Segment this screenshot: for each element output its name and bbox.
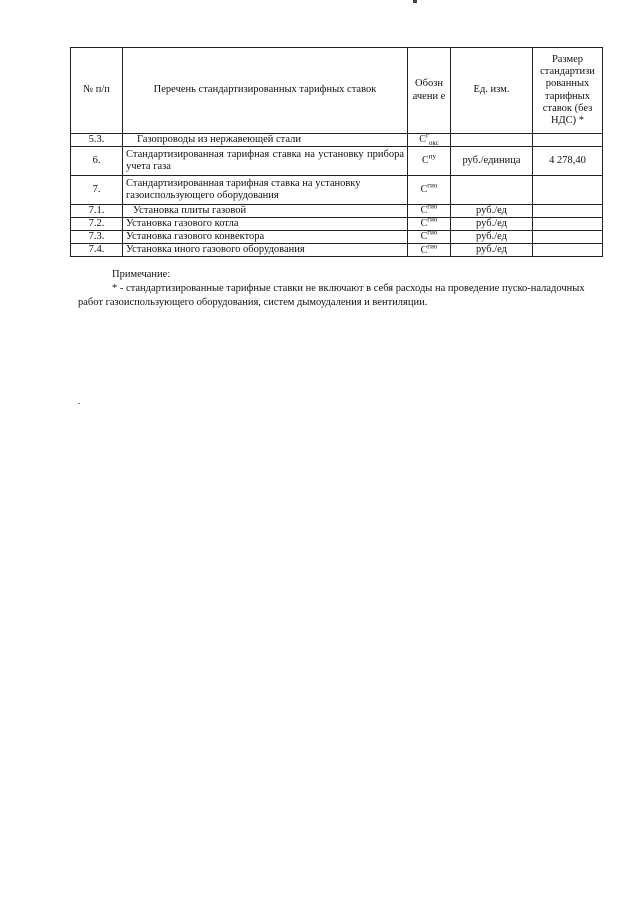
footnote-text: * - стандартизированные тарифные ставки не включают в себя расходы на проведение пуско-наладочных работ газоиспользующего оборудования, систем дымоудаления и вентиляции. <box>78 283 585 309</box>
page-mark <box>413 0 417 3</box>
row-name: Стандартизированная тарифная ставка на установку газоиспользующего оборудования <box>123 176 408 205</box>
row-unit: руб./ед <box>451 231 533 244</box>
footnote-title: Примечание: <box>112 269 171 280</box>
table-row <box>71 147 603 176</box>
row-code: $С^г_{окс}$ <box>408 134 451 147</box>
header-rate: Размер стандартизи рованных тарифных ставок (без НДС) * <box>533 48 603 134</box>
row-rate <box>533 244 603 257</box>
row-num: 7.4. <box>71 244 123 257</box>
header-num: № п/п <box>71 48 123 134</box>
row-rate <box>533 231 603 244</box>
footnote <box>78 268 608 311</box>
row-num: 7. <box>71 176 123 205</box>
header-unit: Ед. изм. <box>451 48 533 134</box>
row-rate: 4 278,40 <box>533 147 603 176</box>
row-code: $С^{гио}$ <box>408 231 451 244</box>
row-rate <box>533 218 603 231</box>
row-rate <box>533 134 603 147</box>
row-rate <box>533 205 603 218</box>
row-num: 5.3. <box>71 134 123 147</box>
row-unit: руб./единица <box>451 147 533 176</box>
row-unit: руб./ед <box>451 244 533 257</box>
scan-dot <box>78 403 80 404</box>
table-row <box>71 218 603 231</box>
row-num: 7.3. <box>71 231 123 244</box>
table-header-row <box>71 48 603 134</box>
row-name: Стандартизированная тарифная ставка на установку прибора учета газа <box>123 147 408 176</box>
table-row <box>71 231 603 244</box>
table-row <box>71 205 603 218</box>
row-code: $С^{пу}$ <box>408 147 451 176</box>
row-num: 7.2. <box>71 218 123 231</box>
header-code: Обозн ачени е <box>408 48 451 134</box>
table-row <box>71 244 603 257</box>
row-unit <box>451 176 533 205</box>
row-unit <box>451 134 533 147</box>
row-name: Установка иного газового оборудования <box>123 244 408 257</box>
table-row <box>71 134 603 147</box>
row-name: Газопроводы из нержавеющей стали <box>123 134 408 147</box>
row-name: Установка газового конвектора <box>123 231 408 244</box>
table-row <box>71 176 603 205</box>
row-code: $С^{гио}$ <box>408 176 451 205</box>
row-name: Установка плиты газовой <box>123 205 408 218</box>
tariff-table <box>70 47 603 257</box>
row-name: Установка газового котла <box>123 218 408 231</box>
row-rate <box>533 176 603 205</box>
row-code: $С^{гио}$ <box>408 218 451 231</box>
row-code: $С^{гио}$ <box>408 205 451 218</box>
row-code: $С^{гио}$ <box>408 244 451 257</box>
row-num: 7.1. <box>71 205 123 218</box>
row-unit: руб./ед <box>451 218 533 231</box>
row-num: 6. <box>71 147 123 176</box>
header-name: Перечень стандартизированных тарифных ставок <box>123 48 408 134</box>
row-unit: руб./ед <box>451 205 533 218</box>
